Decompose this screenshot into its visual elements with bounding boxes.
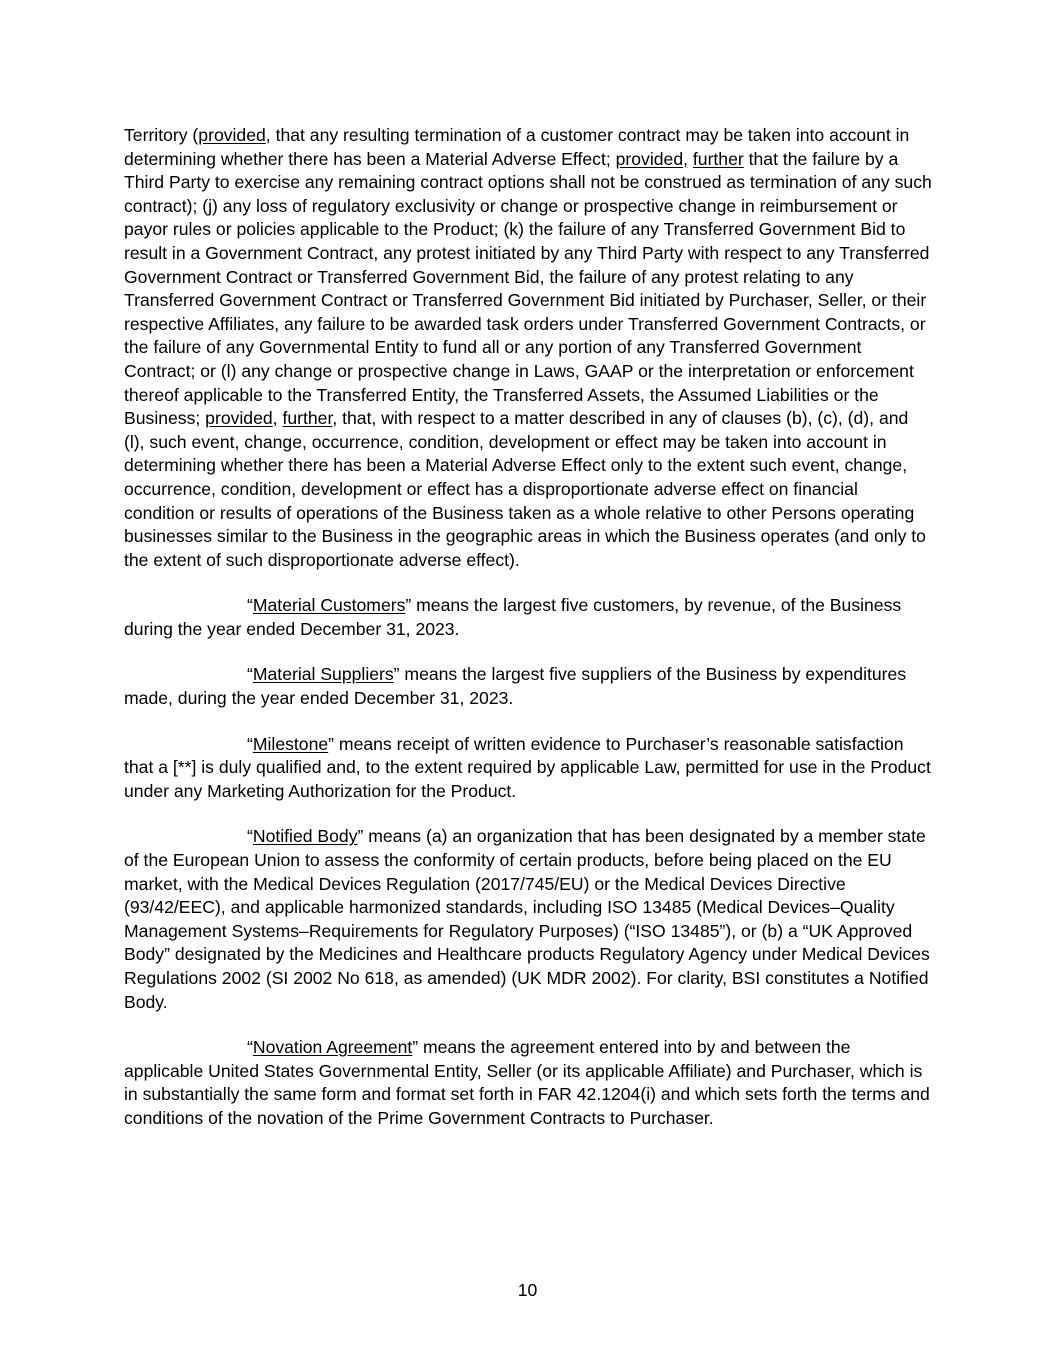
- defined-term: Material Customers: [252, 595, 406, 616]
- open-quote: “: [247, 595, 253, 616]
- underlined-term-provided: provided,: [615, 148, 688, 169]
- document-page: [124, 124, 932, 1153]
- definition-text: means the agreement entered into by and between the applicable United States Governmental Entity, Seller (or its applicable Affiliate) and Purchaser, which is in substantially the same form and format set forth in FAR 42.1204(i) and which sets forth the terms and conditions of the novation of the Prime Government Contracts to Purchaser.: [124, 1037, 930, 1128]
- text-run: ,: [272, 408, 283, 429]
- definition-text: means (a) an organization that has been designated by a member state of the European Union to assess the conformity of certain products, before being placed on the EU market, with the Medical Devices Regulation (2017/745/EU) or the Medical Devices Directive (93/42/EEC), and applicable harmonized standards, including ISO 13485 (Medical Devices–Quality Management Systems–Requirements for Regulatory Purposes) (“ISO 13485”), or (b) a “UK Approved Body” designated by the Medicines and Healthcare products Regulatory Agency under Medical Devices Regulations 2002 (SI 2002 No 618, as amended) (UK MDR 2002). For clarity, BSI constitutes a Notified Body.: [124, 826, 930, 1012]
- underlined-term-further: further: [692, 148, 744, 169]
- close-quote: ”: [412, 1037, 419, 1058]
- open-quote: “: [247, 664, 253, 685]
- defined-term: Notified Body: [252, 826, 358, 847]
- close-quote: ”: [393, 664, 400, 685]
- underlined-term-provided: provided: [198, 125, 266, 145]
- underlined-term-further: further: [282, 408, 333, 429]
- close-quote: ”: [405, 595, 412, 616]
- text-run: that the failure by a Third Party to exercise any remaining contract options shall not be construed as termination of any such contract); (j) any loss of regulatory exclusivity or change or prospective change in reimbursement or payor rules or policies applicable to the Product; (k) the failure of any Transferred Government Bid to result in a Government Contract, any protest initiated by any Third Party with respect to any Transferred Government Contract or Transferred Government Bid, the failure of any protest relating to any Transferred Government Contract or Transferred Government Bid initiated by Purchaser, Seller, or their respective Affiliates, any failure to be awarded task orders under Transferred Government Contracts, or the failure of any Governmental Entity to fund all or any portion of any Transferred Government Contract; or (l) any change or prospective change in Laws, GAAP or the interpretation or enforcement thereof applicable to the Transferred Entity, the Transferred Assets, the Assumed Liabilities or the Business;: [124, 148, 932, 429]
- mae-exceptions-paragraph: [124, 124, 932, 572]
- definition-novation-agreement: [124, 1036, 932, 1130]
- open-quote: “: [247, 1037, 253, 1058]
- definition-milestone: [124, 733, 932, 804]
- close-quote: ”: [357, 826, 364, 847]
- open-quote: “: [247, 733, 253, 754]
- page-number: 10: [517, 1280, 538, 1300]
- text-run: , that, with respect to a matter described in any of clauses (b), (c), (d), and (l), such event, change, occurrence, condition, development or effect may be taken into account in determining whether there has been a Material Adverse Effect only to the extent such event, change, occurrence, condition, development or effect has a disproportionate adverse effect on financial condition or results of operations of the Business taken as a whole relative to other Persons operating businesses similar to the Business in the geographic areas in which the Business operates (and only to the extent of such disproportionate adverse effect).: [124, 408, 926, 570]
- defined-term: Milestone: [252, 733, 329, 754]
- open-quote: “: [247, 826, 253, 847]
- text-run: Territory (: [124, 125, 199, 145]
- close-quote: ”: [328, 733, 335, 754]
- text-run: , that any resulting termination of a customer contract may be taken into account in determining whether there has been a Material Adverse Effect;: [124, 125, 910, 169]
- definition-text: means the largest five suppliers of the Business by expenditures made, during the year ended December 31, 2023.: [124, 664, 907, 709]
- definition-text: means the largest five customers, by revenue, of the Business during the year ended December 31, 2023.: [124, 595, 902, 639]
- defined-term: Material Suppliers: [252, 664, 394, 685]
- underlined-term-provided: provided: [205, 408, 273, 429]
- definition-material-suppliers: [124, 663, 932, 710]
- defined-term: Novation Agreement: [252, 1037, 413, 1058]
- definition-material-customers: [124, 594, 932, 641]
- definition-notified-body: [124, 825, 932, 1014]
- definition-text: means receipt of written evidence to Purchaser’s reasonable satisfaction that a [**] is duly qualified and, to the extent required by applicable Law, permitted for use in the Product under any Marketing Authorization for the Product.: [124, 733, 931, 801]
